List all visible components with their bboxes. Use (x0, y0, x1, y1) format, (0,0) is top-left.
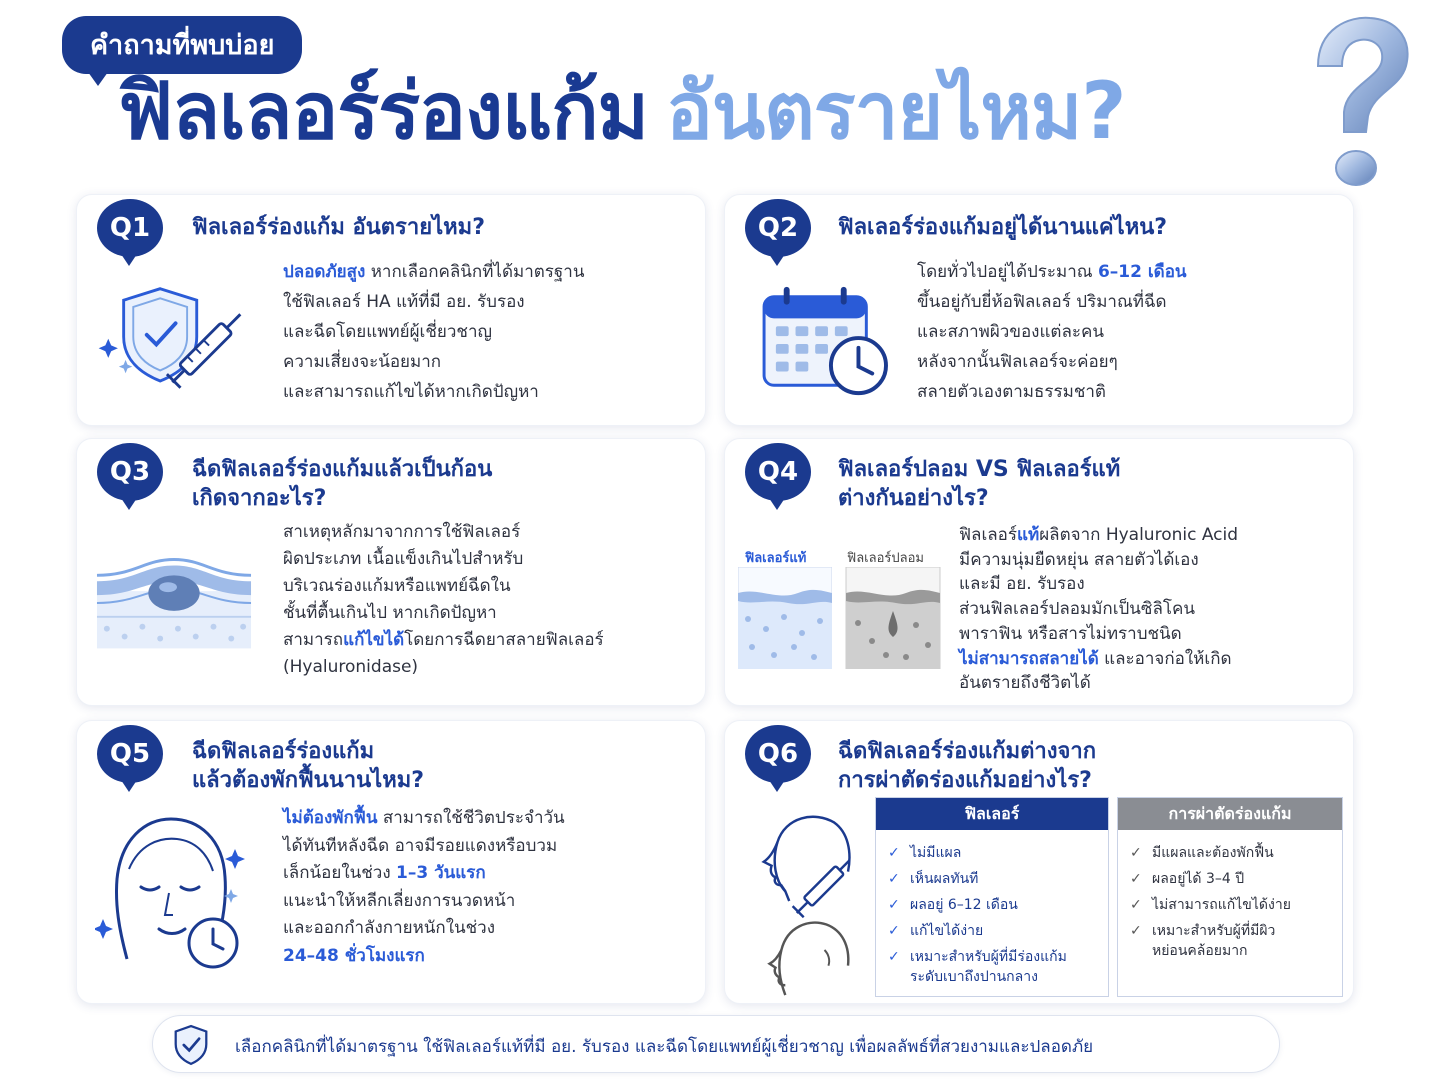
q2-line1-highlight: 6–12 เดือน (1097, 262, 1187, 282)
filler-item-label: เหมาะสำหรับผู้ที่มีร่องแก้ม (910, 949, 1067, 965)
surgery-item-label: ไม่สามารถแก้ไขได้ง่าย (1152, 897, 1291, 913)
q2-line5: สลายตัวเองตามธรรมชาติ (917, 382, 1106, 402)
surgery-item (1130, 840, 1332, 866)
q4-line1: ฟิลเลอร์ (959, 525, 1018, 545)
q3-title (192, 455, 492, 513)
q5-body (283, 805, 565, 970)
filler-item (888, 866, 1098, 892)
check-icon: ✓ (888, 923, 900, 939)
q1-title: ฟิลเลอร์ร่องแก้ม อันตรายไหม? (192, 215, 485, 240)
faq-card-q5 (76, 720, 706, 1004)
check-icon: ✓ (888, 845, 900, 861)
real-filler-label: ฟิลเลอร์แท้ (745, 551, 807, 566)
shield-syringe-icon (95, 281, 260, 406)
q4-line1-highlight: แท้ (1017, 525, 1040, 545)
q4-line6-highlight: ไม่สามารถสลายได้ (959, 648, 1099, 669)
check-icon: ✓ (1130, 871, 1142, 887)
q5-line5: และออกกำลังกายหนักในช่วง (283, 918, 496, 938)
surgery-item (1130, 892, 1332, 918)
q3-line5-rest: โดยการฉีดยาสลายฟิลเลอร์ (404, 630, 604, 650)
surgery-item-label: มีแผลและต้องพักฟื้น (1152, 845, 1274, 861)
q5-line1-highlight: ไม่ต้องพักฟื้น (283, 808, 378, 828)
q1-body (283, 257, 584, 407)
faq-badge: คำถามที่พบบ่อย (62, 16, 302, 74)
fake-filler-label: ฟิลเลอร์ปลอม (847, 551, 924, 566)
check-icon: ✓ (1130, 845, 1142, 861)
faq-card-q3 (76, 438, 706, 706)
surgery-item-label: ผลอยู่ได้ 3–4 ปี (1152, 871, 1245, 887)
surgery-item-label: เหมาะสำหรับผู้ที่มีผิว (1152, 923, 1276, 939)
q4-badge: Q4 (745, 443, 811, 501)
shield-check-icon (173, 1023, 209, 1067)
q3-line3: บริเวณร่องแก้มหรือแพทย์ฉีดใน (283, 576, 511, 596)
calendar-clock-icon (757, 283, 897, 401)
filler-item-label: ระดับเบาถึงปานกลาง (910, 969, 1038, 985)
check-icon: ✓ (888, 897, 900, 913)
q4-line7: อันตรายถึงชีวิตได้ (959, 673, 1091, 694)
q1-line2: ใช้ฟิลเลอร์ HA แท้ที่มี อย. รับรอง (283, 292, 525, 312)
filler-item-label: ผลอยู่ 6–12 เดือน (910, 897, 1018, 913)
q4-line6: และอาจก่อให้เกิด (1098, 648, 1232, 669)
filler-comparison-table (875, 797, 1109, 997)
q1-line4: ความเสี่ยงจะน้อยมาก (283, 352, 442, 372)
q5-line2: ได้ทันทีหลังฉีด อาจมีรอยแดงหรือบวม (283, 835, 558, 856)
q3-body (283, 519, 604, 681)
check-icon: ✓ (888, 871, 900, 887)
q1-line1-highlight: ปลอดภัยสูง (283, 262, 366, 282)
q3-line4: ชั้นที่ตื้นเกินไป หากเกิดปัญหา (283, 603, 497, 623)
filler-item-label: แก้ไขได้ง่าย (910, 923, 984, 939)
filler-table-header: ฟิลเลอร์ (876, 798, 1108, 830)
q4-title-line1: ฟิลเลอร์ปลอม VS ฟิลเลอร์แท้ (838, 457, 1121, 482)
q1-line3: และฉีดโดยแพทย์ผู้เชี่ยวชาญ (283, 322, 492, 342)
q3-line6: (Hyaluronidase) (283, 657, 419, 677)
q2-line3: และสภาพผิวของแต่ละคน (917, 322, 1105, 342)
q5-title (192, 737, 424, 795)
q4-line5: พาราฟิน หรือสารไม่ทราบชนิด (959, 623, 1182, 644)
q2-line4: หลังจากนั้นฟิลเลอร์จะค่อยๆ (917, 352, 1118, 372)
page-title (118, 67, 1126, 157)
q6-title-line1: ฉีดฟิลเลอร์ร่องแก้มต่างจาก (838, 739, 1097, 764)
q5-title-line1: ฉีดฟิลเลอร์ร่องแก้ม (192, 739, 375, 764)
q1-line5: และสามารถแก้ไขได้หากเกิดปัญหา (283, 382, 539, 402)
q3-title-line1: ฉีดฟิลเลอร์ร่องแก้มแล้วเป็นก้อน (192, 457, 493, 482)
q4-body (959, 523, 1238, 696)
q3-badge: Q3 (97, 443, 163, 501)
q4-line2: มีความนุ่มยืดหยุ่น สลายตัวได้เอง (959, 549, 1199, 570)
surgery-item (1130, 938, 1332, 964)
title-main: ฟิลเลอร์ร่องแก้ม (118, 67, 648, 157)
q4-title-line2: ต่างกันอย่างไร? (838, 486, 989, 511)
face-profile-icon (745, 803, 855, 999)
fake-filler-illustration (845, 567, 941, 669)
q2-line1: โดยทั่วไปอยู่ได้ประมาณ (917, 262, 1098, 282)
filler-item (888, 964, 1098, 990)
q5-line3: เล็กน้อยในช่วง (283, 863, 397, 883)
surgery-item-label: หย่อนคล้อยมาก (1152, 943, 1248, 959)
q3-line2: ผิดประเภท เนื้อแข็งเกินไปสำหรับ (283, 549, 524, 569)
faq-card-q4 (724, 438, 1354, 706)
filler-item-label: เห็นผลทันที (910, 871, 979, 887)
q2-body (917, 257, 1187, 407)
footer-text: เลือกคลินิกที่ได้มาตรฐาน ใช้ฟิลเลอร์แท้ที่มี อย. รับรอง และฉีดโดยแพทย์ผู้เชี่ยวชาญ เพื่อผลลัพธ์ที่สวยงามและปลอดภัย (235, 1037, 1094, 1057)
q1-badge: Q1 (97, 199, 163, 257)
q6-badge: Q6 (745, 725, 811, 783)
surgery-list (1118, 830, 1342, 964)
q5-line1: สามารถใช้ชีวิตประจำวัน (377, 808, 565, 828)
q4-line4: ส่วนฟิลเลอร์ปลอมมักเป็นซิลิโคน (959, 599, 1195, 620)
q6-title (838, 737, 1096, 795)
check-icon: ✓ (888, 949, 900, 965)
q5-line6-highlight: 24–48 ชั่วโมงแรก (283, 945, 425, 966)
surgery-table-header: การผ่าตัดร่องแก้ม (1118, 798, 1342, 830)
filler-item-label: ไม่มีแผล (910, 845, 962, 861)
filler-item (888, 840, 1098, 866)
q5-title-line2: แล้วต้องพักฟื้นนานไหม? (192, 768, 424, 793)
footer-banner (152, 1015, 1280, 1073)
q4-line3: และมี อย. รับรอง (959, 574, 1085, 595)
question-mark-icon (1300, 8, 1420, 193)
faq-card-q6 (724, 720, 1354, 1004)
q5-badge: Q5 (97, 725, 163, 783)
q1-line1: หากเลือกคลินิกที่ได้มาตรฐาน (365, 262, 585, 282)
q3-line1: สาเหตุหลักมาจากการใช้ฟิลเลอร์ (283, 522, 521, 542)
q5-line4: แนะนำให้หลีกเลี่ยงการนวดหน้า (283, 890, 516, 911)
q3-line5: สามารถ (283, 630, 344, 650)
filler-list (876, 830, 1108, 990)
filler-item (888, 918, 1098, 944)
q3-line5-highlight: แก้ไขได้ (343, 630, 405, 650)
skin-lump-icon (95, 549, 253, 653)
q6-title-line2: การผ่าตัดร่องแก้มอย่างไร? (838, 768, 1092, 793)
faq-card-q2 (724, 194, 1354, 426)
q5-line3-highlight: 1–3 วันแรก (396, 863, 486, 883)
surgery-item (1130, 866, 1332, 892)
title-accent: อันตรายไหม? (665, 67, 1126, 157)
real-filler-illustration (738, 567, 832, 669)
q2-line2: ขึ้นอยู่กับยี่ห้อฟิลเลอร์ ปริมาณที่ฉีด (917, 292, 1167, 312)
q4-line1-rest: ผลิตจาก Hyaluronic Acid (1039, 525, 1239, 545)
surgery-comparison-table (1117, 797, 1343, 997)
q2-badge: Q2 (745, 199, 811, 257)
q4-title (838, 455, 1120, 513)
faq-card-q1 (76, 194, 706, 426)
check-icon: ✓ (1130, 923, 1142, 939)
check-icon: ✓ (1130, 897, 1142, 913)
q3-title-line2: เกิดจากอะไร? (192, 486, 327, 511)
q2-title: ฟิลเลอร์ร่องแก้มอยู่ได้นานแค่ไหน? (838, 215, 1168, 240)
filler-item (888, 892, 1098, 918)
face-clock-icon (95, 809, 245, 979)
